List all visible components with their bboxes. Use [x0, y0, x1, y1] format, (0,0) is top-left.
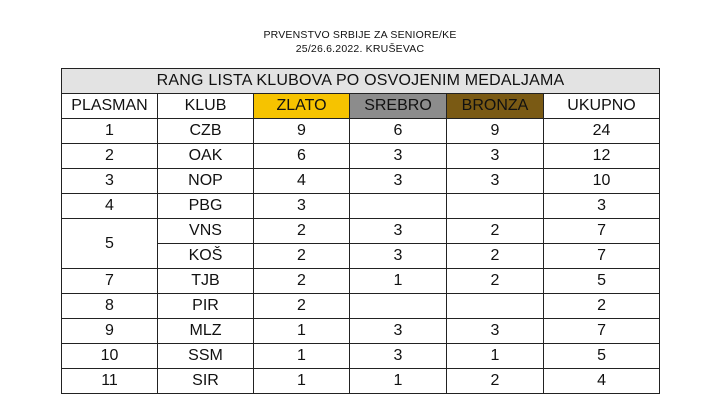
cell-club: VNS [158, 219, 254, 244]
cell-total: 7 [544, 244, 660, 269]
cell-gold: 4 [254, 169, 350, 194]
document-header [0, 28, 720, 56]
cell-place: 10 [62, 344, 158, 369]
table-header-row [62, 94, 660, 119]
cell-total: 7 [544, 319, 660, 344]
cell-bronze: 3 [447, 319, 544, 344]
cell-gold: 2 [254, 294, 350, 319]
cell-club: OAK [158, 144, 254, 169]
cell-gold: 2 [254, 244, 350, 269]
cell-place: 3 [62, 169, 158, 194]
cell-silver: 6 [350, 119, 447, 144]
table-row [62, 219, 660, 244]
championship-date-place: 25/26.6.2022. KRUŠEVAC [295, 43, 425, 55]
cell-gold: 3 [254, 194, 350, 219]
cell-place: 4 [62, 194, 158, 219]
cell-place: 2 [62, 144, 158, 169]
cell-club: MLZ [158, 319, 254, 344]
cell-club: KOŠ [158, 244, 254, 269]
cell-club: SSM [158, 344, 254, 369]
column-header-plasman: PLASMAN [62, 94, 158, 119]
cell-club: CZB [158, 119, 254, 144]
cell-place: 1 [62, 119, 158, 144]
cell-place: 11 [62, 369, 158, 394]
cell-silver [350, 294, 447, 319]
cell-gold: 1 [254, 319, 350, 344]
cell-club: PBG [158, 194, 254, 219]
cell-gold: 6 [254, 144, 350, 169]
table-title: RANG LISTA KLUBOVA PO OSVOJENIM MEDALJAMA [62, 69, 660, 94]
cell-silver: 3 [350, 344, 447, 369]
table-row [62, 319, 660, 344]
cell-gold: 1 [254, 369, 350, 394]
championship-title: PRVENSTVO SRBIJE ZA SENIORE/KE [263, 29, 457, 41]
cell-silver: 3 [350, 219, 447, 244]
cell-place: 5 [62, 219, 158, 269]
cell-total: 5 [544, 269, 660, 294]
cell-bronze: 2 [447, 219, 544, 244]
cell-silver: 1 [350, 269, 447, 294]
cell-bronze: 9 [447, 119, 544, 144]
table-row [62, 169, 660, 194]
cell-total: 2 [544, 294, 660, 319]
cell-bronze [447, 194, 544, 219]
cell-bronze: 2 [447, 244, 544, 269]
cell-total: 5 [544, 344, 660, 369]
medal-ranking-table [61, 68, 660, 394]
table-row [62, 344, 660, 369]
cell-club: SIR [158, 369, 254, 394]
cell-silver: 1 [350, 369, 447, 394]
column-header-ukupno: UKUPNO [544, 94, 660, 119]
table-row [62, 269, 660, 294]
cell-total: 3 [544, 194, 660, 219]
cell-bronze: 2 [447, 369, 544, 394]
cell-silver: 3 [350, 169, 447, 194]
cell-total: 7 [544, 219, 660, 244]
cell-bronze: 2 [447, 269, 544, 294]
cell-gold: 2 [254, 219, 350, 244]
cell-place: 8 [62, 294, 158, 319]
cell-total: 4 [544, 369, 660, 394]
cell-gold: 1 [254, 344, 350, 369]
cell-total: 10 [544, 169, 660, 194]
table-row [62, 119, 660, 144]
cell-total: 12 [544, 144, 660, 169]
table-row [62, 294, 660, 319]
cell-silver [350, 194, 447, 219]
table-title-row [62, 69, 660, 94]
column-header-srebro: SREBRO [350, 94, 447, 119]
cell-club: NOP [158, 169, 254, 194]
cell-club: TJB [158, 269, 254, 294]
table-row [62, 369, 660, 394]
cell-silver: 3 [350, 144, 447, 169]
cell-gold: 2 [254, 269, 350, 294]
cell-total: 24 [544, 119, 660, 144]
column-header-zlato: ZLATO [254, 94, 350, 119]
table-row [62, 144, 660, 169]
cell-bronze: 3 [447, 169, 544, 194]
cell-bronze: 1 [447, 344, 544, 369]
cell-silver: 3 [350, 244, 447, 269]
cell-silver: 3 [350, 319, 447, 344]
cell-gold: 9 [254, 119, 350, 144]
column-header-bronza: BRONZA [447, 94, 544, 119]
cell-place: 7 [62, 269, 158, 294]
cell-place: 9 [62, 319, 158, 344]
table-row [62, 194, 660, 219]
cell-bronze: 3 [447, 144, 544, 169]
cell-club: PIR [158, 294, 254, 319]
column-header-klub: KLUB [158, 94, 254, 119]
cell-bronze [447, 294, 544, 319]
